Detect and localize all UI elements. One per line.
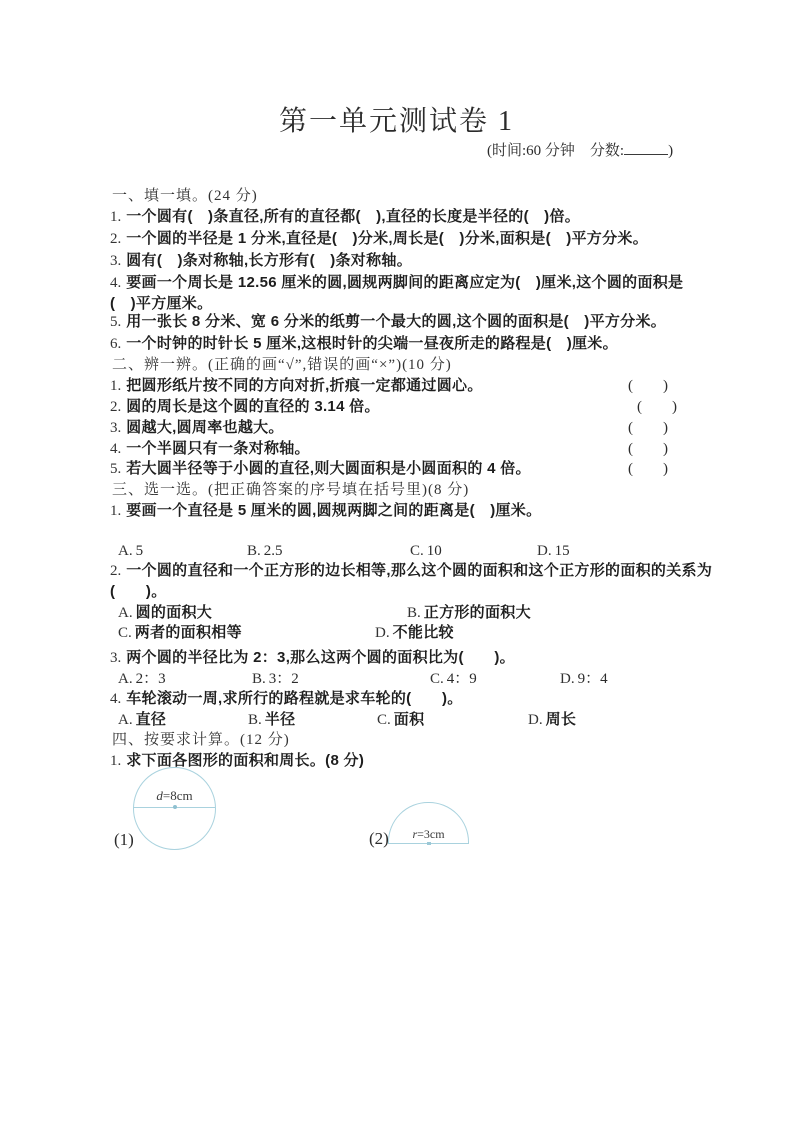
option-text: 2.5 xyxy=(263,543,283,559)
item-number: 1. xyxy=(110,209,122,225)
choice-question-3 xyxy=(110,648,515,668)
exam-meta xyxy=(487,141,673,161)
choice-option-d xyxy=(375,623,454,643)
choice-question-2-cont xyxy=(110,582,167,602)
option-letter: A. xyxy=(118,712,133,728)
fill-item-6 xyxy=(110,334,618,354)
choice-option-d xyxy=(537,541,570,561)
choice-option-c xyxy=(430,669,477,689)
option-text: 直径 xyxy=(135,711,167,728)
option-letter: D. xyxy=(560,671,575,687)
item-number: 1. xyxy=(110,503,122,519)
item-number: 5. xyxy=(110,314,122,330)
item-number: 4. xyxy=(110,275,122,291)
option-letter: C. xyxy=(377,712,391,728)
option-text: 两者的面积相等 xyxy=(134,624,242,641)
option-letter: C. xyxy=(430,671,444,687)
choice-question-2 xyxy=(110,561,712,581)
option-letter: D. xyxy=(537,543,552,559)
item-text: 圆的周长是这个圆的直径的 3.14 倍。 xyxy=(126,398,380,415)
figure-caption-diameter: d=8cm xyxy=(156,788,193,803)
section-3-heading: 三、选一选。(把正确答案的序号填在括号里)(8 分) xyxy=(112,482,470,498)
section-2-heading: 二、辨一辨。(正确的画“√”,错误的画“×”)(10 分) xyxy=(112,357,452,373)
item-number: 3. xyxy=(110,650,122,666)
judge-item-5 xyxy=(110,459,730,479)
fill-item-1 xyxy=(110,207,580,227)
option-letter: A. xyxy=(118,543,133,559)
choice-option-b xyxy=(247,541,283,561)
figure-circle xyxy=(133,767,216,850)
item-number: 4. xyxy=(110,441,122,457)
choice-option-b xyxy=(252,669,299,689)
option-letter: A. xyxy=(118,671,133,687)
item-text: 若大圆半径等于小圆的直径,则大圆面积是小圆面积的 4 倍。 xyxy=(126,460,531,477)
judge-item-4 xyxy=(110,439,730,459)
option-letter: B. xyxy=(407,605,421,621)
option-letter: B. xyxy=(248,712,262,728)
item-text: 求下面各图形的面积和周长。(8 分) xyxy=(126,752,365,769)
option-text: 2：3 xyxy=(135,671,166,687)
fill-item-4 xyxy=(110,273,683,293)
option-text: 正方形的面积大 xyxy=(423,604,531,621)
option-letter: D. xyxy=(528,712,543,728)
item-number: 2. xyxy=(110,231,122,247)
item-text: ( )平方厘米。 xyxy=(110,295,213,312)
judge-item-1 xyxy=(110,376,730,396)
item-number: 3. xyxy=(110,420,122,436)
choice-option-a xyxy=(118,603,212,623)
figure-semicircle xyxy=(388,802,469,844)
choice-option-b xyxy=(248,710,295,730)
choice-option-a xyxy=(118,541,143,561)
item-number: 1. xyxy=(110,753,122,769)
choice-option-b xyxy=(407,603,531,623)
exam-meta-close: ) xyxy=(668,143,674,159)
option-text: 3：2 xyxy=(268,671,299,687)
figure-label-1: (1) xyxy=(114,830,134,849)
choice-option-c xyxy=(377,710,424,730)
item-text: 用一张长 8 分米、宽 6 分米的纸剪一个最大的圆,这个圆的面积是( )平方分米。 xyxy=(126,313,667,330)
answer-blank: ( ) xyxy=(637,399,677,415)
item-text: 车轮滚动一周,求所行的路程就是求车轮的( )。 xyxy=(126,690,463,707)
option-text: 半径 xyxy=(264,711,296,728)
answer-blank: ( ) xyxy=(628,441,668,457)
fill-item-3 xyxy=(110,251,412,271)
item-text: 圆有( )条对称轴,长方形有( )条对称轴。 xyxy=(126,252,412,269)
item-number: 3. xyxy=(110,253,122,269)
figure-label-2: (2) xyxy=(369,829,389,848)
answer-blank: ( ) xyxy=(628,420,668,436)
item-number: 6. xyxy=(110,336,122,352)
circle-center-dot xyxy=(173,805,177,809)
item-number: 5. xyxy=(110,461,122,477)
option-text: 10 xyxy=(426,543,442,559)
item-text: 要画一个直径是 5 厘米的圆,圆规两脚之间的距离是( )厘米。 xyxy=(126,502,542,519)
choice-option-a xyxy=(118,710,166,730)
option-text: 周长 xyxy=(545,711,577,728)
section-1-heading: 一、填一填。(24 分) xyxy=(112,188,258,204)
option-letter: B. xyxy=(247,543,261,559)
option-text: 15 xyxy=(554,543,570,559)
item-text: 一个圆的半径是 1 分米,直径是( )分米,周长是( )分米,面积是( )平方分米。 xyxy=(126,230,649,247)
item-text: 一个时钟的时针长 5 厘米,这根时针的尖端一昼夜所走的路程是( )厘米。 xyxy=(126,335,618,352)
item-text: 两个圆的半径比为 2：3,那么这两个圆的面积比为( )。 xyxy=(126,649,515,666)
item-text: 一个圆的直径和一个正方形的边长相等,那么这个圆的面积和这个正方形的面积的关系为 xyxy=(126,562,713,579)
figure-caption-radius: r=3cm xyxy=(412,827,445,841)
page-title: 第一单元测试卷 1 xyxy=(278,106,514,137)
option-text: 4：9 xyxy=(446,671,477,687)
item-text: 要画一个周长是 12.56 厘米的圆,圆规两脚间的距离应定为( )厘米,这个圆的面积是 xyxy=(126,274,684,291)
fill-item-4-cont xyxy=(110,294,212,314)
choice-question-1 xyxy=(110,501,541,521)
fill-item-5 xyxy=(110,312,666,332)
choice-option-c xyxy=(118,623,242,643)
option-letter: C. xyxy=(118,625,132,641)
item-text: 圆越大,圆周率也越大。 xyxy=(126,419,284,436)
option-text: 9：4 xyxy=(577,671,608,687)
item-number: 2. xyxy=(110,563,122,579)
semicircle-center-dot xyxy=(427,842,431,845)
option-letter: A. xyxy=(118,605,133,621)
exam-meta-text: (时间:60 分钟 分数: xyxy=(487,143,625,159)
fill-item-2 xyxy=(110,229,648,249)
option-letter: C. xyxy=(410,543,424,559)
item-text: 一个圆有( )条直径,所有的直径都( ),直径的长度是半径的( )倍。 xyxy=(126,208,581,225)
item-text: 把圆形纸片按不同的方向对折,折痕一定都通过圆心。 xyxy=(126,377,483,394)
option-letter: B. xyxy=(252,671,266,687)
option-text: 5 xyxy=(135,543,144,559)
judge-item-3 xyxy=(110,418,730,438)
item-number: 1. xyxy=(110,378,122,394)
item-number: 4. xyxy=(110,691,122,707)
answer-blank: ( ) xyxy=(628,378,668,394)
choice-option-d xyxy=(560,669,608,689)
calc-item-1 xyxy=(110,751,364,771)
choice-option-d xyxy=(528,710,576,730)
option-text: 圆的面积大 xyxy=(135,604,213,621)
answer-blank: ( ) xyxy=(628,461,668,477)
item-number: 2. xyxy=(110,399,122,415)
option-letter: D. xyxy=(375,625,390,641)
section-4-heading: 四、按要求计算。(12 分) xyxy=(112,732,290,748)
choice-option-a xyxy=(118,669,166,689)
judge-item-2 xyxy=(110,397,730,417)
choice-question-4 xyxy=(110,689,463,709)
score-blank-line xyxy=(624,141,668,155)
choice-option-c xyxy=(410,541,442,561)
item-text: 一个半圆只有一条对称轴。 xyxy=(126,440,310,457)
item-text: ( )。 xyxy=(110,583,167,600)
option-text: 面积 xyxy=(393,711,425,728)
option-text: 不能比较 xyxy=(392,624,454,641)
